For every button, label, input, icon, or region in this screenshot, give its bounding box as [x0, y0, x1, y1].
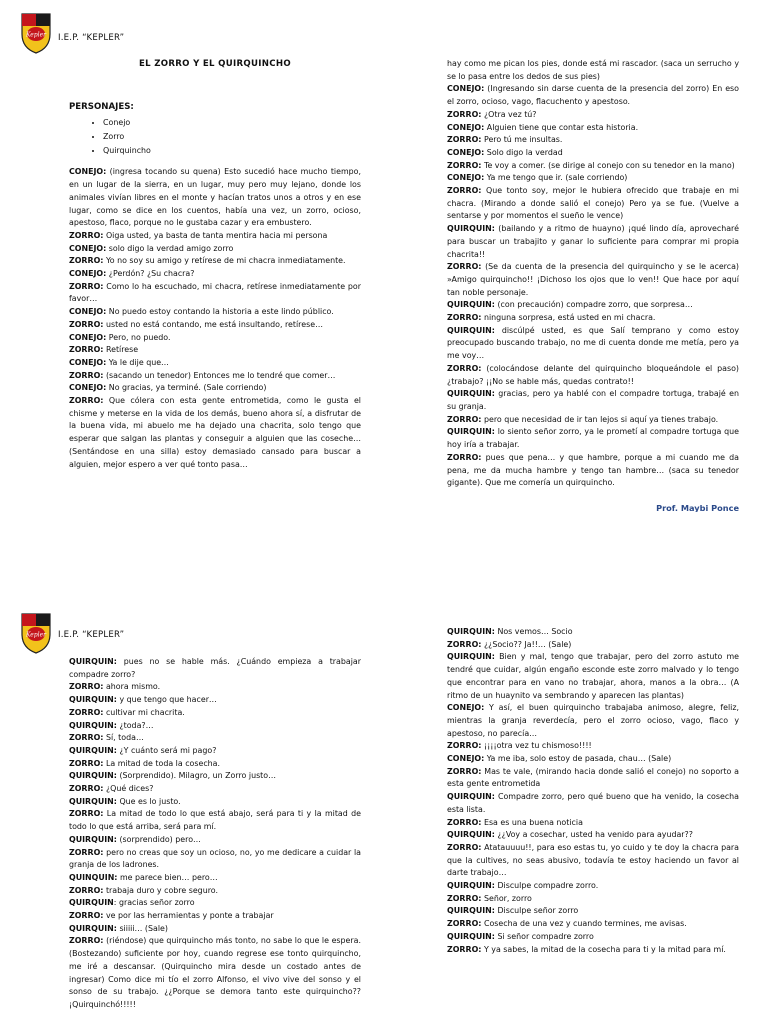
dialogue-line [447, 791, 739, 816]
speaker-name: CONEJO: [447, 84, 485, 94]
page1-left-column [69, 58, 361, 471]
dialogue-text: Nos vemos… Socio [494, 627, 573, 636]
dialogue-text: pues no se hable más. ¿Cuándo empieza a trabajar compadre zorro? [69, 657, 361, 679]
dialogue-line [69, 707, 361, 720]
dialogue-text: ¿Qué dices? [103, 784, 154, 794]
speaker-name: ZORRO: [69, 370, 104, 380]
dialogue-text: Disculpe señor zorro [494, 906, 579, 916]
dialogue-line [69, 732, 361, 745]
dialogue-line [69, 897, 361, 910]
dialogue-line [69, 885, 361, 898]
dialogue-text: Compadre zorro, pero qué bueno que ha venido, la cosecha esta lista. [447, 792, 739, 814]
dialogue-line [447, 147, 739, 160]
dialogue-line [447, 325, 739, 363]
dialogue-line [447, 109, 739, 122]
speaker-name: CONEJO: [69, 269, 107, 279]
dialogue-line [69, 681, 361, 694]
dialogue-line [69, 796, 361, 809]
dialogue-text: Bien y mal, tengo que trabajar, pero del zorro astuto me tendré que cuidar, algún engaño esconde este zorro malvado y lo tengo que encontrar para en vano no trabajar, ahora, manos a la obra… (A ritmo de un huaynito va sembrando y aparecen las plantas) [447, 652, 739, 700]
dialogue-text: Si señor compadre zorro [494, 931, 594, 941]
speaker-name: ZORRO: [69, 230, 104, 240]
dialogue-line [69, 268, 361, 281]
dialogue-text: Y así, el buen quirquincho trabajaba animoso, alegre, feliz, mientras la granja reverdecía, pero el zorro ocioso, vago, flaco y apestoso, no parecía… [447, 703, 739, 738]
dialogue-text: Que cólera con esta gente entrometida, como le gusta el chisme y meterse en la vida de los demás, bueno ahora sí, a disfrutar de la buena vida, mi abuelo me ha dejado una chacrita, solo tengo que esperar que salgan las plantas y conseguir a alguien que las coseche… (Sentándose en una silla) estoy demasiado cansado para buscar a alguien, mejor espero a ver qué tonto pasa… [69, 396, 361, 469]
dialogue-line [69, 808, 361, 833]
dialogue-text: ninguna sorpresa, está usted en mi chacra. [481, 313, 656, 323]
dialogue-text: me parece bien… pero… [117, 872, 218, 882]
dialogue-line [447, 880, 739, 893]
dialogue-text: (riéndose) que quirquincho más tonto, no sabe lo que le espera. (Bostezando) suficiente por hoy, cuando regrese ese tonto quirquincho, me iré a descansar. (Quirquincho mira desde un costado antes de ingresar) Como dice mi tío el zorro Alfonso, el vivo vive del sonso y el sonso de su trabajo. ¿¿Porque se demora tanto este quirquincho?? ¡Quirquinchó!!!!! [69, 936, 361, 1009]
dialogue-line [447, 134, 739, 147]
page2-left-column [69, 656, 361, 1012]
speaker-name: CONEJO: [69, 332, 107, 342]
dialogue-text: (Se da cuenta de la presencia del quirquincho y se le acerca) »Amigo quirquincho!! ¡Dichoso los ojos que lo ven!! Que hace por aquí tan noble personaje. [447, 262, 739, 297]
dialogue-line [447, 753, 739, 766]
dialogue-text: Cosecha de una vez y cuando termines, me avisas. [481, 919, 687, 929]
dialogue-text: (colocándose delante del quirquincho bloqueándole el paso) ¿trabajo? ¡¡No se hable más, quedas contrato!! [447, 363, 739, 386]
speaker-name: QUIRQUIN: [447, 931, 495, 941]
author-signature: Prof. Maybi Ponce [656, 502, 739, 512]
dialogue-text: Pero tú me insultas. [481, 135, 563, 145]
dialogue-line [69, 923, 361, 936]
dialogue-text: Retírese [103, 345, 139, 355]
dialogue-line [447, 740, 739, 753]
speaker-name: ZORRO: [447, 262, 482, 272]
cast-item: • Zorro [103, 130, 361, 144]
speaker-name: QUIRQUIN: [69, 657, 117, 666]
dialogue-line [69, 745, 361, 758]
dialogue-text: y que tengo que hacer… [116, 695, 217, 705]
dialogue-text: Esa es una buena noticia [481, 817, 583, 827]
dialogue-line [69, 370, 361, 383]
speaker-name: QUIRQUIN: [447, 427, 495, 437]
play-title: EL ZORRO Y EL QUIRQUINCHO [138, 59, 292, 69]
speaker-name: QUIRQUIN [69, 898, 114, 908]
speaker-name: ZORRO: [69, 281, 104, 291]
dialogue-line [447, 918, 739, 931]
dialogue-text: No puedo estoy contando la historia a este lindo público. [106, 307, 334, 317]
speaker-name: QUIRQUIN: [447, 830, 495, 840]
speaker-name: ZORRO: [69, 784, 104, 794]
dialogue-line [69, 230, 361, 243]
speaker-name: ZORRO: [447, 363, 482, 373]
speaker-name: QUIRQUIN: [447, 627, 495, 636]
dialogue-text: : gracias señor zorro [113, 898, 195, 908]
page2-right-column [447, 626, 739, 956]
dialogue-text: ¿Perdón? ¿Su chacra? [106, 269, 195, 279]
dialogue-text: Solo digo la verdad [484, 147, 563, 157]
dialogue-text: ¿Y cuánto será mi pago? [116, 745, 217, 755]
dialogue-text: ¡¡¡¡otra vez tu chismoso!!!! [481, 741, 592, 751]
speaker-name: QUIRQUIN: [69, 745, 117, 755]
dialogue-line [69, 281, 361, 306]
speaker-name: QUIRQUIN: [69, 796, 117, 806]
svg-text:Kepler: Kepler [25, 631, 47, 639]
dialogue-line [447, 766, 739, 791]
dialogue-text: Señor, zorro [481, 893, 532, 903]
speaker-name: CONEJO: [447, 147, 485, 157]
page-gap [0, 512, 768, 602]
dialogue-text: Yo no soy su amigo y retírese de mi chacra inmediatamente. [103, 256, 346, 266]
speaker-name: QUIRQUIN: [447, 325, 495, 335]
dialogue-text: Y ya sabes, la mitad de la cosecha para ti y la mitad para mí. [481, 944, 726, 954]
speaker-name: QUIRQUIN: [447, 389, 495, 399]
speaker-name: CONEJO: [447, 122, 485, 132]
dialogue-text: siiiii… (Sale) [116, 923, 168, 933]
dialogue-text: (Ingresando sin darse cuenta de la presencia del zorro) En eso el zorro, ocioso, vago, flacuchento y apestoso. [447, 84, 739, 107]
dialogue-line [69, 243, 361, 256]
speaker-name: ZORRO: [447, 109, 482, 119]
dialogue-line [447, 363, 739, 388]
dialogue-line [447, 299, 739, 312]
dialogue-line [447, 829, 739, 842]
dialogue-text: Como lo ha escuchado, mi chacra, retírese inmediatamente por favor… [69, 281, 361, 304]
speaker-name: ZORRO: [447, 452, 482, 462]
dialogue-text: gracias, pero ya hablé con el compadre tortuga, trabajé en su granja. [447, 389, 739, 411]
dialogue-text: ¿¿Voy a cosechar, usted ha venido para ayudar?? [494, 830, 693, 840]
dialogue-text: (sacando un tenedor) Entonces me lo tendré que comer… [103, 370, 336, 380]
speaker-name: QUIRQUIN: [447, 881, 495, 891]
speaker-name: ZORRO: [447, 414, 482, 424]
dialogue-line [69, 694, 361, 707]
dialogue-line [447, 452, 739, 490]
speaker-name: ZORRO: [447, 313, 482, 323]
speaker-name: CONEJO: [69, 243, 107, 253]
dialogue-line [69, 783, 361, 796]
speaker-name: ZORRO: [69, 758, 104, 768]
dialogue-text: pues que pena… y que hambre, porque a mi cuando me da pena, me da mucha hambre y tengo tan hambre… (saca su tenedor gigante). Que me comería un quirquincho. [447, 452, 739, 488]
dialogue-line [69, 656, 361, 681]
dialogue-line [69, 834, 361, 847]
dialogue-line [447, 817, 739, 830]
dialogue-text: Alguien tiene que contar esta historia. [484, 122, 639, 132]
dialogue-block [69, 166, 361, 471]
dialogue-text: Oiga usted, ya basta de tanta mentira hacia mi persona [103, 230, 328, 240]
page1-right-column [447, 58, 739, 512]
dialogue-text: ¿toda?… [116, 720, 154, 730]
speaker-name: CONEJO: [69, 383, 107, 393]
dialogue-text: usted no está contando, me está insultando, retírese… [103, 319, 323, 329]
speaker-name: CONEJO: [447, 703, 485, 713]
school-crest-icon [20, 12, 52, 54]
dialogue-text: (ingresa tocando su quena) Esto sucedió hace mucho tiempo, en un lugar de la sierra, en un lugar, muy pero muy lejano, donde los animales vivían libres en el monte y hacían tratos unos a otros y en ese lugar, como se dice en los cuentos, había una vez, un zorro, ocioso, apestoso, flaco, porque no le gustaba cazar y era embustero. [69, 167, 361, 228]
dialogue-block [447, 626, 739, 956]
speaker-name: ZORRO: [447, 842, 482, 852]
dialogue-text: ¿Otra vez tú? [481, 109, 537, 119]
dialogue-text: cultivar mi chacrita. [103, 707, 185, 717]
speaker-name: QUIRQUIN: [447, 300, 495, 310]
dialogue-line [447, 626, 739, 639]
speaker-name: QUIRQUIN: [69, 923, 117, 933]
dialogue-line [447, 893, 739, 906]
speaker-name: QUINQUIN: [69, 872, 118, 882]
speaker-name: QUIRQUIN: [69, 695, 117, 705]
speaker-name: QUIRQUIN: [69, 834, 117, 844]
speaker-name: QUIRQUIN: [447, 652, 495, 662]
dialogue-line [69, 395, 361, 471]
school-crest-icon [20, 612, 52, 654]
speaker-name: ZORRO: [69, 396, 104, 406]
dialogue-line [69, 319, 361, 332]
dialogue-text: pero no creas que soy un ocioso, no, yo me dedicare a cuidar la granja de los ladrones. [69, 847, 361, 870]
dialogue-line [447, 651, 739, 702]
school-name: I.E.P. “KEPLER” [58, 630, 125, 640]
dialogue-text: ve por las herramientas y ponte a trabajar [103, 911, 274, 921]
dialogue-line [447, 172, 739, 185]
dialogue-text: Ya me tengo que ir. (sale corriendo) [484, 173, 628, 183]
dialogue-text: discúlpé usted, es que Salí temprano y como estoy preocupado buscando trabajo, no me di cuenta donde me metía, pero ya me voy… [447, 325, 739, 361]
speaker-name: QUIRQUIN: [447, 224, 495, 234]
speaker-name: QUIRQUIN: [69, 720, 117, 730]
dialogue-line [69, 332, 361, 345]
dialogue-line [69, 344, 361, 357]
speaker-name: ZORRO: [69, 847, 104, 857]
dialogue-text: Que tonto soy, mejor le hubiera ofrecido que trabaje en mi chacra. (Mirando a donde salió el conejo) Pero ya se fue. (Vuelve a sentarse y por momentos el sueño le vence) [447, 186, 739, 221]
dialogue-text: pero que necesidad de ir tan lejos si aquí ya tienes trabajo. [481, 414, 719, 424]
dialogue-line [69, 720, 361, 733]
dialogue-text: Te voy a comer. (se dirige al conejo con su tenedor en la mano) [481, 160, 735, 170]
speaker-name: ZORRO: [69, 707, 104, 717]
speaker-name: ZORRO: [69, 345, 104, 355]
speaker-name: QUIRQUIN: [69, 771, 117, 781]
speaker-name: ZORRO: [447, 893, 482, 903]
speaker-name: ZORRO: [447, 186, 482, 196]
dialogue-block [69, 656, 361, 1012]
speaker-name: QUIRQUIN: [447, 792, 495, 802]
dialogue-text: lo siento señor zorro, ya le prometí al compadre tortuga que hoy iría a trabajar. [447, 427, 739, 450]
dialogue-line [447, 122, 739, 135]
speaker-name: ZORRO: [447, 919, 482, 929]
speaker-name: CONEJO: [447, 173, 485, 183]
speaker-name: ZORRO: [69, 256, 104, 266]
dialogue-text: ahora mismo. [103, 682, 161, 692]
dialogue-line [447, 842, 739, 880]
speaker-name: CONEJO: [69, 307, 107, 317]
dialogue-line [69, 872, 361, 885]
speaker-name: ZORRO: [447, 741, 482, 751]
speaker-name: ZORRO: [69, 936, 104, 946]
dialogue-line [69, 255, 361, 268]
dialogue-text: Que es lo justo. [116, 796, 181, 806]
dialogue-text: (sorprendido) pero… [116, 834, 201, 844]
dialogue-line [69, 306, 361, 319]
dialogue-text: Disculpe compadre zorro. [494, 881, 599, 891]
dialogue-line [447, 312, 739, 325]
speaker-name: ZORRO: [69, 885, 104, 895]
speaker-name: ZORRO: [447, 135, 482, 145]
dialogue-line [447, 414, 739, 427]
dialogue-line [69, 910, 361, 923]
dialogue-text: ¿¿Socio?? Ja!!… (Sale) [481, 639, 572, 649]
dialogue-line [447, 185, 739, 223]
dialogue-text: trabaja duro y cobre seguro. [103, 885, 218, 895]
dialogue-line [69, 357, 361, 370]
speaker-name: CONEJO: [447, 754, 485, 764]
dialogue-text: Sí, toda… [103, 733, 144, 743]
school-name: I.E.P. “KEPLER” [58, 33, 125, 43]
dialogue-line [447, 931, 739, 944]
speaker-name: ZORRO: [447, 766, 482, 776]
speaker-name: ZORRO: [447, 944, 482, 954]
dialogue-line [447, 905, 739, 918]
dialogue-line [69, 166, 361, 230]
cast-heading: PERSONAJES: [69, 101, 134, 112]
dialogue-text: No gracias, ya terminé. (Sale corriendo) [106, 383, 267, 393]
speaker-name: ZORRO: [447, 160, 482, 170]
dialogue-text: Ya me iba, solo estoy de pasada, chau… (Sale) [484, 754, 672, 764]
dialogue-block [447, 58, 739, 490]
speaker-name: ZORRO: [447, 639, 482, 649]
dialogue-line [69, 382, 361, 395]
dialogue-line [447, 702, 739, 740]
dialogue-text: Pero, no puedo. [106, 332, 171, 342]
dialogue-line [447, 261, 739, 299]
speaker-name: QUIRQUIN: [447, 906, 495, 916]
dialogue-line [447, 58, 739, 83]
speaker-name: ZORRO: [69, 733, 104, 743]
dialogue-text: La mitad de todo lo que está abajo, será para ti y la mitad de todo lo que está arriba, será para mí. [69, 809, 361, 832]
dialogue-line [69, 758, 361, 771]
dialogue-line [69, 770, 361, 783]
speaker-name: CONEJO: [69, 167, 107, 177]
dialogue-text: La mitad de toda la cosecha. [103, 758, 221, 768]
dialogue-line [69, 935, 361, 1011]
cast-item: • Conejo [103, 116, 361, 130]
speaker-name: ZORRO: [69, 319, 104, 329]
dialogue-line [447, 388, 739, 413]
dialogue-text: solo digo la verdad amigo zorro [106, 243, 234, 253]
speaker-name: ZORRO: [69, 911, 104, 921]
dialogue-line [447, 944, 739, 957]
speaker-name: ZORRO: [447, 817, 482, 827]
dialogue-line [447, 426, 739, 451]
dialogue-text: (Sorprendido). Milagro, un Zorro justo… [116, 771, 276, 781]
dialogue-text: Mas te vale, (mirando hacia donde salió el conejo) no soporto a esta gente entrometida [447, 766, 739, 789]
speaker-name: CONEJO: [69, 357, 107, 367]
page-2 [0, 602, 768, 1024]
dialogue-line [447, 639, 739, 652]
svg-text:Kepler: Kepler [25, 31, 47, 39]
dialogue-line [69, 847, 361, 872]
dialogue-text: Atatauuuu!!, para eso estas tu, yo cuido y te doy la chacra para que la cultives, no seas abusivo, todavía te estoy haciendo un favor al darte trabajo… [447, 842, 739, 878]
dialogue-line [447, 83, 739, 108]
cast-list [69, 116, 361, 158]
speaker-name: ZORRO: [69, 809, 104, 819]
speaker-name: ZORRO: [69, 682, 104, 692]
dialogue-line [447, 160, 739, 173]
dialogue-text: Ya le dije que… [106, 357, 169, 367]
dialogue-text: (bailando y a ritmo de huayno) ¡qué lindo día, aprovecharé para buscar un trabajito y ganar lo suficiente para comprar mi propia chacrita!! [447, 224, 739, 259]
cast-item: • Quirquincho [103, 144, 361, 158]
dialogue-text: (con precaución) compadre zorro, que sorpresa… [494, 300, 693, 310]
dialogue-line [447, 223, 739, 261]
dialogue-text: hay como me pican los pies, donde está mi rascador. (saca un serrucho y se lo pasa entre los dedos de sus pies) [447, 59, 739, 81]
